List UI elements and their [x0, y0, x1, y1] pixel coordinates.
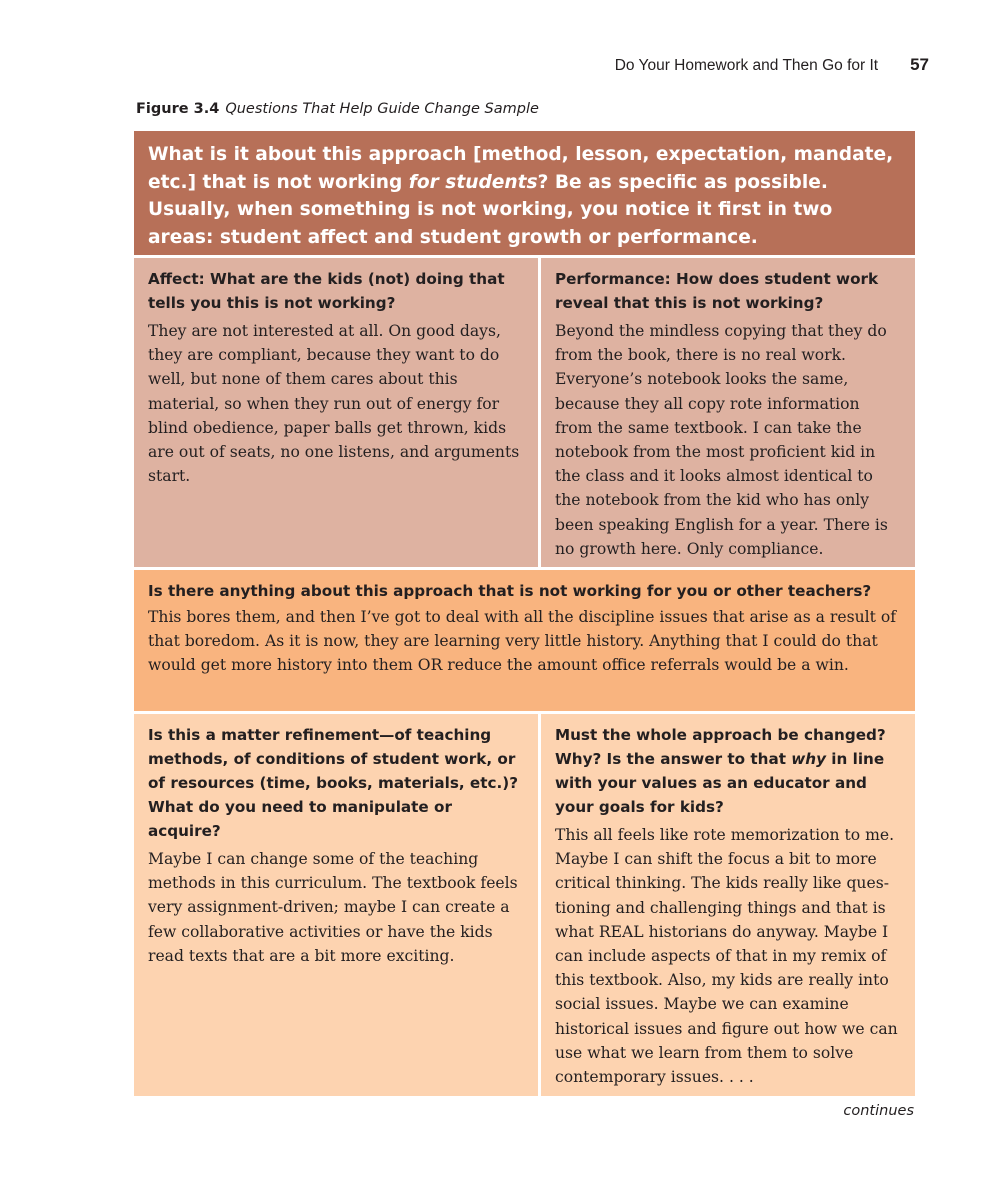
- performance-question: Performance: How does student work reveal that this is not working?: [555, 270, 879, 312]
- whole-question-text-2: in line with your values as an educator and your goals for kids?: [555, 750, 885, 816]
- page-number: 57: [910, 55, 929, 74]
- refinement-cell: [134, 714, 538, 1096]
- whole-approach-question: [555, 723, 901, 819]
- affect-answer: They are not interested at all. On good days, they are compliant, because they want to do well, but none of them cares about this material, so when they run out of energy for blind obedience, paper balls get thrown, kids are out of seats, no one listens, and arguments start.: [148, 322, 520, 486]
- figure-caption: [136, 101, 539, 117]
- figure-title: Questions That Help Guide Change Sample: [225, 101, 539, 117]
- whole-approach-answer: This all feels like rote memorization to me. Maybe I can shift the focus a bit to more critical thinking. The kids really like ques-tioning and challenging things and that is what REAL historians do anyway. Maybe I can include aspects of that in my remix of this textbook. Also, my kids are really into social issues. Maybe we can examine historical issues and figure out how we can use what we learn from them to solve contemporary issues. . . .: [555, 826, 898, 1087]
- teachers-question: Is there anything about this approach that is not working for you or other teachers?: [148, 582, 872, 600]
- affect-question: Affect: What are the kids (not) doing that tells you this is not working?: [148, 270, 505, 312]
- teachers-cell: [134, 570, 915, 711]
- header-emphasis: for students: [408, 171, 538, 193]
- continues-note: continues: [843, 1103, 914, 1119]
- header-text-1: What is it about this approach [method, lesson, expectation, mandate, etc.] that is not working: [148, 144, 894, 193]
- refinement-answer: Maybe I can change some of the teaching methods in this curriculum. The textbook feels very assignment-driven; maybe I can create a few collaborative activities or have the kids read texts that are a bit more exciting.: [148, 850, 518, 965]
- refinement-question: Is this a matter refinement—of teaching methods, of conditions of student work, or of resources (time, books, materials, etc.)? What do you need to manipulate or acquire?: [148, 726, 519, 840]
- whole-question-text-1: Must the whole approach be changed? Why? Is the answer to that: [555, 726, 886, 768]
- whole-question-emphasis: why: [791, 750, 827, 768]
- whole-approach-cell: [541, 714, 915, 1096]
- performance-cell: [541, 258, 915, 567]
- running-head: [615, 55, 929, 75]
- running-head-title: Do Your Homework and Then Go for It: [614, 57, 879, 74]
- teachers-answer: This bores them, and then I’ve got to deal with all the discipline issues that arise as a result of that boredom. As it is now, they are learning very little history. Anything that I could do that would get more history into them OR reduce the amount office referrals would be a win.: [148, 608, 897, 675]
- performance-answer: Beyond the mindless copying that they do from the book, there is no real work. Everyone’s notebook looks the same, because they all copy rote information from the same textbook. I can take the notebook from the most proficient kid in the class and it looks almost identical to the notebook from the kid who has only been speaking English for a year. There is no growth here. Only compliance.: [555, 322, 888, 558]
- figure-label: Figure 3.4: [136, 101, 220, 117]
- header-text-2: ? Be as specific as possible. Usually, when something is not working, you notice it first in two areas: student affect and student growth or performance.: [148, 171, 833, 248]
- affect-cell: [134, 258, 538, 567]
- header-question: [134, 131, 915, 255]
